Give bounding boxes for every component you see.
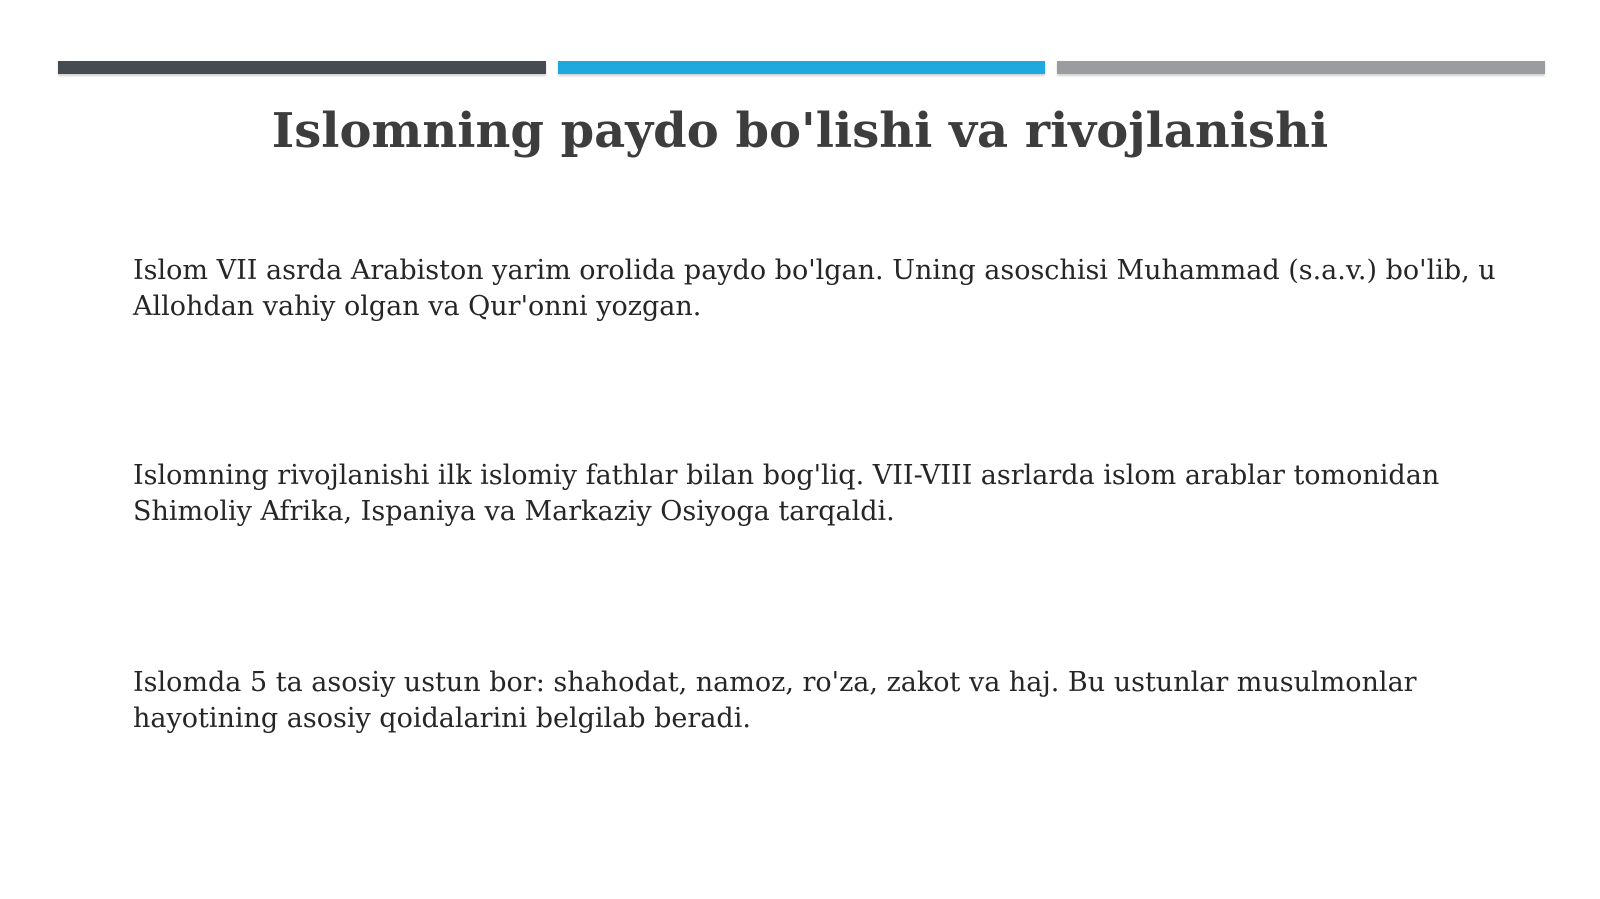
paragraph-origin: Islom VII asrda Arabiston yarim orolida paydo bo'lgan. Uning asoschisi Muhammad (s.a.v.) bo'lib, u Allohdan vahiy olgan va Qur'onni yozgan.: [133, 255, 1496, 322]
slide-title: Islomning paydo bo'lishi va rivojlanishi: [271, 103, 1329, 159]
accent-bar-blue: [558, 61, 1045, 74]
paragraph-pillars: Islomda 5 ta asosiy ustun bor: shahodat, namoz, ro'za, zakot va haj. Bu ustunlar musulmonlar hayotining asosiy qoidalarini belgilab beradi.: [133, 667, 1417, 734]
paragraph-development: Islomning rivojlanishi ilk islomiy fathlar bilan bog'liq. VII-VIII asrlarda islom arablar tomonidan Shimoliy Afrika, Ispaniya va Markaziy Osiyoga tarqaldi.: [133, 460, 1440, 527]
accent-bar-dark: [58, 61, 546, 74]
accent-bar-gray: [1057, 61, 1545, 74]
